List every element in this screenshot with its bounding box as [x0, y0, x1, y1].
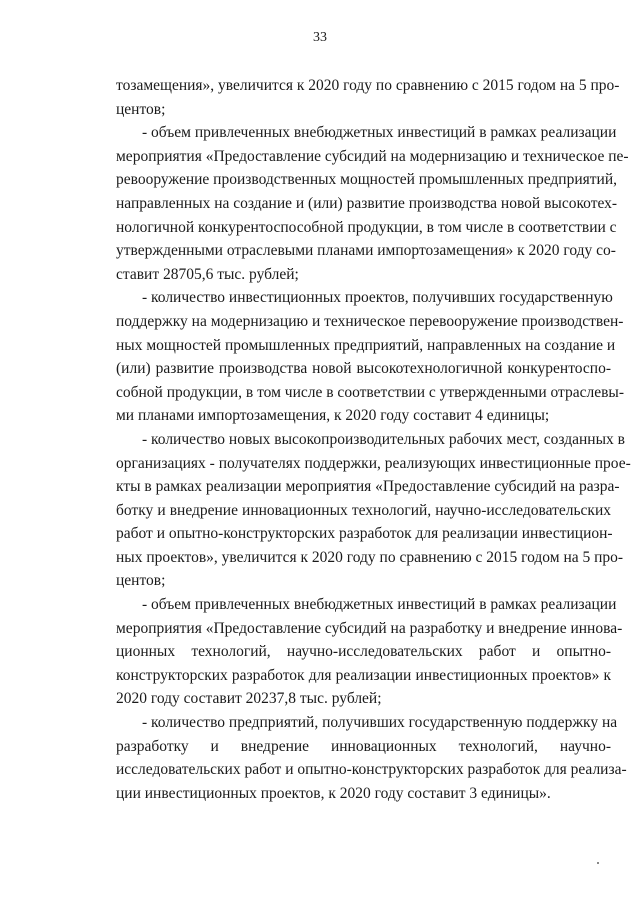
document-body: [116, 74, 631, 805]
text-line: собной продукции, в том числе в соответствии с утвержденными отраслевы-: [116, 383, 625, 401]
paragraph: [116, 74, 620, 121]
text-line: - количество предприятий, получивших государственную поддержку на: [142, 714, 618, 732]
paragraph: [116, 286, 625, 428]
text-line: мероприятия «Предоставление субсидий на разработку и внедрение иннова-: [116, 619, 623, 637]
paragraph: [116, 428, 631, 593]
text-line: 2020 году составит 20237,8 тыс. рублей;: [116, 690, 382, 708]
text-line: - объем привлеченных внебюджетных инвестиций в рамках реализации: [142, 596, 617, 614]
scan-speck: [597, 862, 599, 864]
text-line: ных проектов», увеличится к 2020 году по сравнению с 2015 годом на 5 про-: [116, 548, 624, 566]
text-line: центов;: [116, 572, 166, 590]
text-line: ревооружение производственных мощностей промышленных предприятий,: [116, 171, 618, 189]
text-line: работ и опытно-конструкторских разработок для реализации инвестицион-: [116, 525, 613, 543]
paragraph: [116, 593, 623, 711]
text-line: центов;: [116, 100, 166, 118]
text-line: тозамещения», увеличится к 2020 году по сравнению с 2015 годом на 5 про-: [116, 77, 620, 94]
text-line: исследовательских работ и опытно-конструкторских разработок для реализа-: [116, 761, 627, 779]
text-line: ных мощностей промышленных предприятий, направленных на создание и: [116, 336, 616, 354]
text-line: конструкторских разработок для реализации инвестиционных проектов» к: [116, 666, 611, 684]
text-line: ционных технологий, научно-исследовательских работ и опытно-: [116, 643, 611, 661]
text-line: поддержку на модернизацию и техническое перевооружение производствен-: [116, 312, 624, 330]
text-line: (или) развитие производства новой высокотехнологичной конкурентоспо-: [116, 360, 611, 378]
text-line: организациях - получателях поддержки, реализующих инвестиционные прое-: [116, 454, 631, 472]
paragraph: [116, 711, 627, 805]
text-line: - количество новых высокопроизводительных рабочих мест, созданных в: [142, 430, 625, 448]
text-line: утвержденными отраслевыми планами импортозамещения» к 2020 году со-: [116, 242, 616, 260]
text-line: - количество инвестиционных проектов, получивших государственную: [142, 289, 613, 307]
text-line: ми планами импортозамещения, к 2020 году составит 4 единицы;: [116, 407, 550, 425]
text-line: - объем привлеченных внебюджетных инвестиций в рамках реализации: [142, 124, 617, 142]
page-number: 33: [313, 30, 327, 45]
text-line: кты в рамках реализации мероприятия «Предоставление субсидий на разра-: [116, 478, 620, 496]
text-line: разработку и внедрение инновационных технологий, научно-: [116, 737, 611, 755]
text-line: нологичной конкурентоспособной продукции, в том числе в соответствии с: [116, 218, 617, 236]
paragraph: [116, 121, 629, 286]
text-line: направленных на создание и (или) развитие производства новой высокотех-: [116, 194, 618, 212]
text-line: ции инвестиционных проектов, к 2020 году составит 3 единицы».: [116, 784, 551, 802]
text-line: мероприятия «Предоставление субсидий на модернизацию и техническое пе-: [116, 147, 629, 165]
text-line: ставит 28705,6 тыс. рублей;: [116, 265, 299, 283]
text-line: ботку и внедрение инновационных технологий, научно-исследовательских: [116, 501, 611, 519]
